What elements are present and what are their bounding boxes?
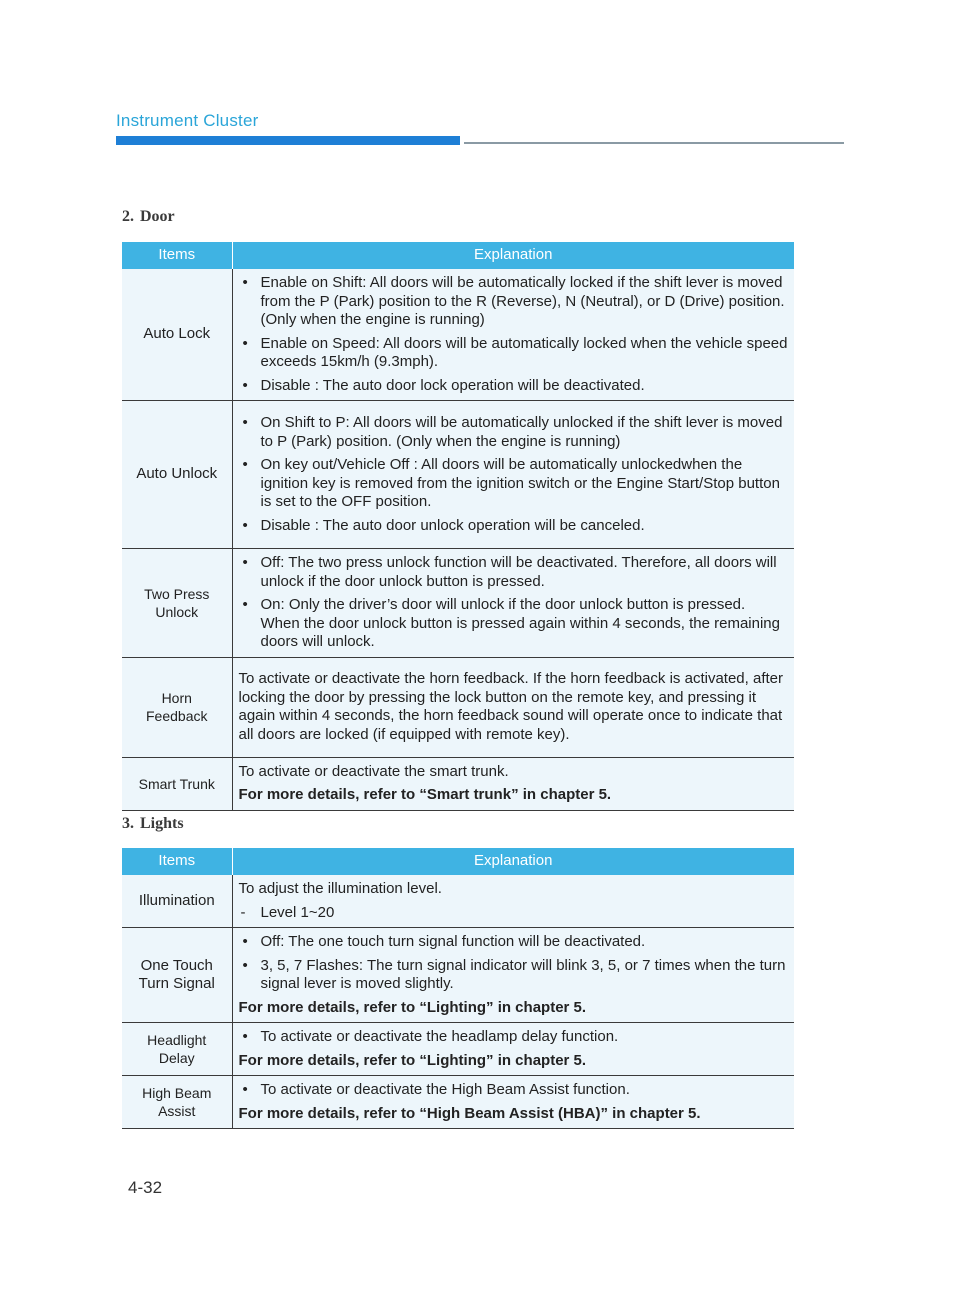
column-header-items: Items xyxy=(122,242,232,269)
item-label-line: Assist xyxy=(158,1103,196,1119)
table-row-auto-unlock xyxy=(122,401,794,549)
explanation-cell xyxy=(232,657,794,757)
list-item: • Disable : The auto door unlock operation will be canceled. xyxy=(239,517,789,536)
page-number: 4-32 xyxy=(128,1178,163,1197)
table-header-row xyxy=(122,848,794,875)
section-number: 3. xyxy=(122,815,134,832)
list-item: • Enable on Shift: All doors will be automatically locked if the shift lever is moved from the P (Park) position to the R (Reverse), N (Neutral), or D (Drive) position. (Only when the engine is running) xyxy=(239,274,789,330)
list-item: • On: Only the driver’s door will unlock if the door unlock button is pressed. When the door unlock button is pressed again within 4 seconds, the remaining doors will unlock. xyxy=(239,596,789,652)
item-label-line: Two Press xyxy=(144,585,210,602)
explanation-cell xyxy=(232,875,794,928)
bullet-list xyxy=(239,554,789,652)
item-label-line: Delay xyxy=(158,1050,195,1066)
item-label-line: Feedback xyxy=(146,708,208,724)
reference-note: For more details, refer to “High Beam Assist (HBA)” in chapter 5. xyxy=(238,1104,701,1122)
section-heading-lights xyxy=(122,815,184,833)
table-row-one-touch-turn-signal xyxy=(122,928,794,1023)
list-item: • Enable on Speed: All doors will be automatically locked when the vehicle speed exceeds 15km/h (9.3mph). xyxy=(239,335,789,372)
list-item: - Level 1~20 xyxy=(239,904,789,923)
list-item: • To activate or deactivate the High Beam Assist function. xyxy=(239,1081,789,1100)
bullet-list xyxy=(239,933,789,994)
column-header-explanation: Explanation xyxy=(232,242,794,269)
item-cell xyxy=(122,1076,232,1129)
explanation-cell xyxy=(232,401,794,549)
item-label-line: High Beam xyxy=(142,1085,212,1101)
item-label-line: One Touch xyxy=(140,956,213,974)
door-settings-table xyxy=(122,242,794,811)
bullet-list xyxy=(239,1028,789,1047)
item-cell: Illumination xyxy=(122,875,232,928)
list-item: • Disable : The auto door lock operation will be deactivated. xyxy=(239,377,789,396)
list-item: • On Shift to P: All doors will be automatically unlocked if the shift lever is moved to P (Park) position. (Only when the engine is running) xyxy=(239,414,789,451)
explanation-cell xyxy=(232,549,794,658)
table-row-high-beam-assist xyxy=(122,1076,794,1129)
table-row-headlight-delay xyxy=(122,1023,794,1076)
column-header-explanation: Explanation xyxy=(232,848,794,875)
explanation-cell xyxy=(232,757,794,810)
header-rule xyxy=(464,142,844,144)
explanation-text: To adjust the illumination level. xyxy=(238,880,442,897)
item-label-line: Turn Signal xyxy=(138,975,215,992)
explanation-cell xyxy=(232,1076,794,1129)
item-cell xyxy=(122,657,232,757)
table-row-two-press-unlock xyxy=(122,549,794,658)
explanation-cell xyxy=(232,928,794,1023)
list-item: • On key out/Vehicle Off : All doors will be automatically unlockedwhen the ignition key is removed from the ignition switch or the Engine Start/Stop button is set to the OFF position. xyxy=(239,456,789,512)
list-item: • To activate or deactivate the headlamp delay function. xyxy=(239,1028,789,1047)
running-header-title: Instrument Cluster xyxy=(116,111,259,130)
reference-note: For more details, refer to “Lighting” in chapter 5. xyxy=(238,1051,587,1069)
item-cell: Smart Trunk xyxy=(122,757,232,810)
bullet-list xyxy=(239,274,789,395)
section-title: Door xyxy=(140,208,175,225)
section-title: Lights xyxy=(140,815,184,832)
table-header-row xyxy=(122,242,794,269)
list-item: • 3, 5, 7 Flashes: The turn signal indicator will blink 3, 5, or 7 times when the turn signal lever is moved slightly. xyxy=(239,957,789,994)
section-heading-door xyxy=(122,208,175,226)
list-item: • Off: The two press unlock function will be deactivated. Therefore, all doors will unlock if the door unlock button is pressed. xyxy=(239,554,789,591)
lights-settings-table xyxy=(122,848,794,1129)
dash-list xyxy=(239,904,789,923)
section-number: 2. xyxy=(122,208,134,225)
item-cell: Auto Unlock xyxy=(122,401,232,549)
item-cell xyxy=(122,1023,232,1076)
item-label-line: Horn xyxy=(161,690,192,706)
explanation-text: To activate or deactivate the horn feedback. If the horn feedback is activated, after locking the door by pressing the lock button on the remote key, and pressing it again within 4 seconds, the horn feedback sound will operate once to indicate that all doors are locked (if equipped with remote key). xyxy=(238,670,783,743)
explanation-cell xyxy=(232,269,794,401)
table-row-illumination xyxy=(122,875,794,928)
header-accent-bar xyxy=(116,136,460,145)
explanation-cell xyxy=(232,1023,794,1076)
bullet-list xyxy=(239,1081,789,1100)
item-label-line: Headlight xyxy=(147,1032,207,1048)
item-label-line: Unlock xyxy=(155,603,199,620)
table-row-horn-feedback xyxy=(122,657,794,757)
reference-note: For more details, refer to “Lighting” in chapter 5. xyxy=(238,998,587,1016)
column-header-items: Items xyxy=(122,848,232,875)
explanation-text: To activate or deactivate the smart trunk. xyxy=(238,762,509,780)
bullet-list xyxy=(239,414,789,535)
item-cell xyxy=(122,928,232,1023)
reference-note: For more details, refer to “Smart trunk” in chapter 5. xyxy=(238,786,612,803)
table-row-auto-lock xyxy=(122,269,794,401)
item-cell xyxy=(122,549,232,658)
table-row-smart-trunk xyxy=(122,757,794,810)
item-cell: Auto Lock xyxy=(122,269,232,401)
list-item: • Off: The one touch turn signal function will be deactivated. xyxy=(239,933,789,952)
